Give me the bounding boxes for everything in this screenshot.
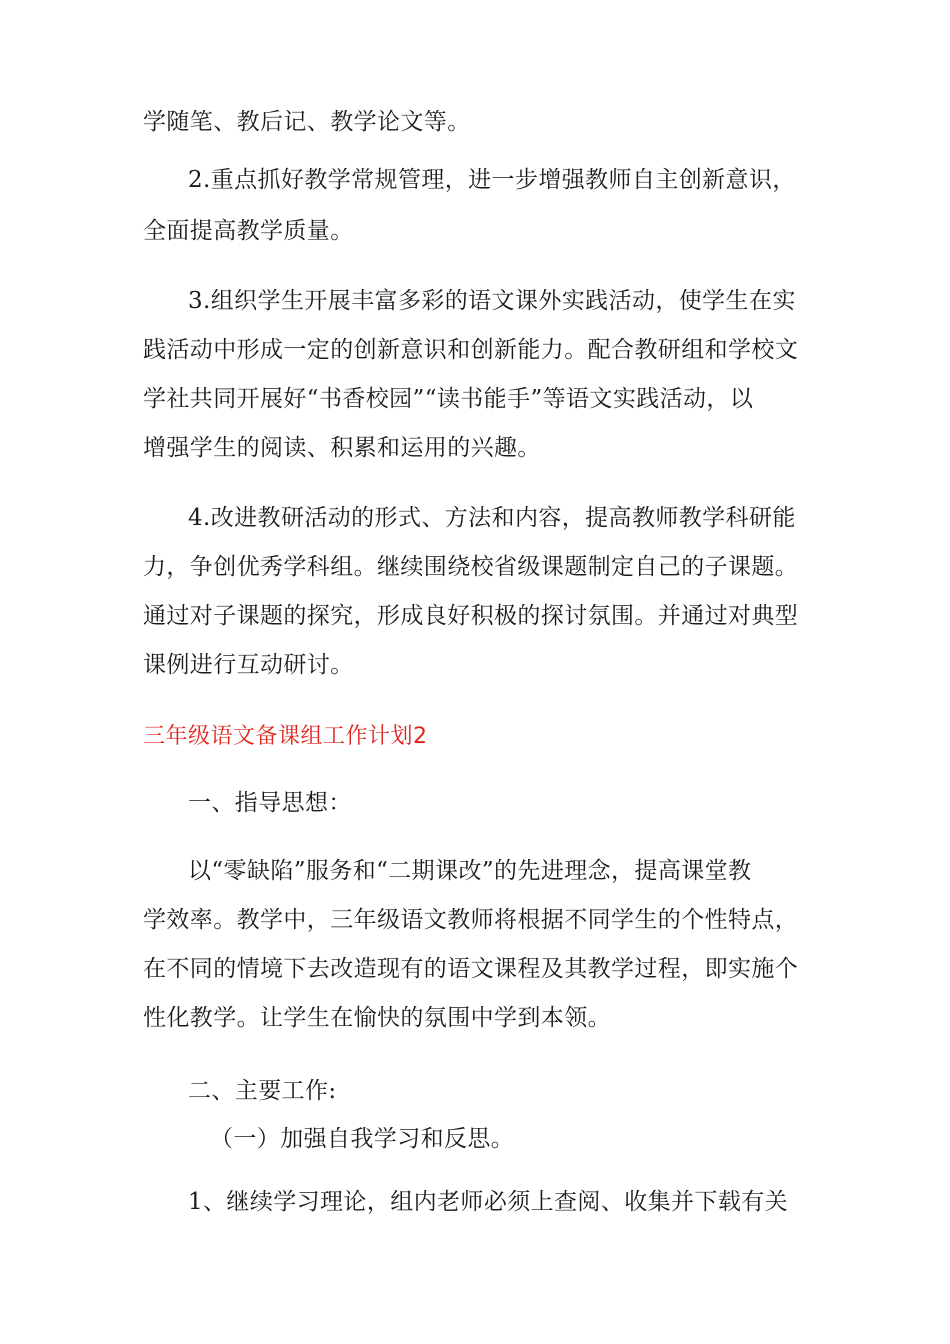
- paragraph-line: 增强学生的阅读、积累和运用的兴趣。: [143, 435, 541, 461]
- paragraph-line: 通过对子课题的探究，形成良好积极的探讨氛围。并通过对典型: [143, 603, 799, 629]
- section-title: 三年级语文备课组工作计划2: [143, 724, 428, 749]
- paragraph-line: 学社共同开展好“书香校园”“读书能手”等语文实践活动，以: [143, 386, 754, 412]
- section-heading: 一、指导思想：: [188, 790, 352, 816]
- paragraph-line: 性化教学。让学生在愉快的氛围中学到本领。: [143, 1005, 611, 1031]
- paragraph-line: 课例进行互动研讨。: [143, 652, 354, 678]
- paragraph-line: 以“零缺陷”服务和“二期课改”的先进理念，提高课堂教: [188, 858, 752, 884]
- paragraph-line: 力，争创优秀学科组。继续围绕校省级课题制定自己的子课题。: [143, 554, 799, 580]
- paragraph-line: 践活动中形成一定的创新意识和创新能力。配合教研组和学校文: [143, 337, 799, 363]
- subsection-heading: （一）加强自我学习和反思。: [210, 1126, 515, 1152]
- paragraph-line: 全面提高教学质量。: [143, 218, 354, 244]
- paragraph-line: 学效率。教学中，三年级语文教师将根据不同学生的个性特点，: [143, 907, 799, 933]
- paragraph-line: 在不同的情境下去改造现有的语文课程及其教学过程，即实施个: [143, 956, 799, 982]
- paragraph-line: 4.改进教研活动的形式、方法和内容，提高教师教学科研能: [188, 505, 796, 531]
- paragraph-line: 学随笔、教后记、教学论文等。: [143, 109, 471, 135]
- paragraph-line: 1、继续学习理论，组内老师必须上查阅、收集并下载有关: [188, 1189, 789, 1215]
- section-heading: 二、主要工作:: [188, 1078, 337, 1104]
- paragraph-line: 2.重点抓好教学常规管理，进一步增强教师自主创新意识，: [188, 167, 796, 193]
- paragraph-line: 3.组织学生开展丰富多彩的语文课外实践活动，使学生在实: [188, 288, 796, 314]
